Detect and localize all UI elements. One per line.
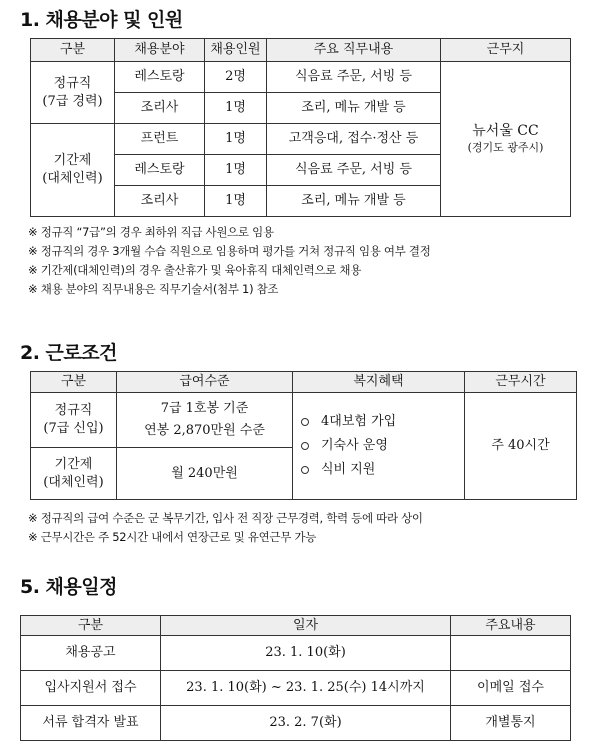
group-temporary bbox=[31, 448, 117, 500]
welfare-text: 4대보험 가입 bbox=[321, 414, 397, 429]
header-content: 주요내용 bbox=[451, 616, 571, 636]
count-cell: 2명 bbox=[205, 62, 267, 93]
field-cell: 레스토랑 bbox=[115, 155, 205, 186]
salary-temporary: 월 240만원 bbox=[117, 448, 293, 500]
note-item: ※ 정규직 “7급”의 경우 최하위 직급 사원으로 임용 bbox=[28, 225, 274, 239]
field-cell: 레스토랑 bbox=[115, 62, 205, 93]
note-item: ※ 근무시간은 주 52시간 내에서 연장근로 및 유연근무 가능 bbox=[28, 530, 317, 544]
header-category: 구분 bbox=[31, 39, 115, 62]
welfare-item bbox=[301, 410, 464, 434]
working-conditions-table bbox=[30, 371, 577, 500]
group-temporary bbox=[31, 124, 115, 217]
count-cell: 1명 bbox=[205, 93, 267, 124]
welfare-text: 기숙사 운영 bbox=[321, 438, 388, 453]
location-sub: (경기도 광주시) bbox=[467, 141, 544, 155]
welfare-list bbox=[293, 410, 464, 482]
field-cell: 프런트 bbox=[115, 124, 205, 155]
welfare-cell bbox=[293, 393, 465, 500]
header-location: 근무지 bbox=[441, 39, 571, 62]
section2-heading: 2. 근로조건 bbox=[20, 342, 117, 364]
group-temporary-line2: (대체인력) bbox=[42, 171, 103, 186]
note-item: ※ 기간제(대체인력)의 경우 출산휴가 및 육아휴직 대체인력으로 채용 bbox=[28, 263, 362, 277]
header-salary: 급여수준 bbox=[117, 372, 293, 393]
group-temporary-line1: 기간제 bbox=[53, 153, 92, 169]
bullet-circle-icon bbox=[301, 418, 309, 426]
schedule-content bbox=[451, 636, 571, 671]
schedule-content: 개별통지 bbox=[451, 706, 571, 741]
note-item: ※ 정규직의 경우 3개월 수습 직원으로 임용하며 평가를 거쳐 정규직 임용 여부 결정 bbox=[28, 244, 431, 258]
group-temporary-line1: 기간제 bbox=[54, 456, 93, 472]
note-item: ※ 채용 분야의 직무내용은 직무기술서(첨부 1) 참조 bbox=[28, 282, 279, 296]
duty-cell: 식음료 주문, 서빙 등 bbox=[267, 62, 441, 93]
header-field: 채용분야 bbox=[115, 39, 205, 62]
schedule-label: 채용공고 bbox=[21, 636, 161, 671]
salary-regular-line2: 연봉 2,870만원 수준 bbox=[144, 423, 265, 438]
location-cell bbox=[441, 62, 571, 217]
schedule-content: 이메일 접수 bbox=[451, 671, 571, 706]
salary-regular bbox=[117, 393, 293, 448]
header-hours: 근무시간 bbox=[465, 372, 577, 393]
group-regular-line1: 정규직 bbox=[53, 75, 92, 91]
field-cell: 조리사 bbox=[115, 93, 205, 124]
bullet-circle-icon bbox=[301, 466, 309, 474]
duty-cell: 식음료 주문, 서빙 등 bbox=[267, 155, 441, 186]
recruitment-table bbox=[30, 38, 571, 217]
group-regular-line2: (7급 신입) bbox=[43, 421, 104, 436]
duty-cell: 고객응대, 접수·정산 등 bbox=[267, 124, 441, 155]
note-item: ※ 정규직의 급여 수준은 군 복무기간, 입사 전 직장 근무경력, 학력 등에 따라 상이 bbox=[28, 511, 423, 525]
group-regular bbox=[31, 393, 117, 448]
section2-notes bbox=[28, 509, 423, 547]
group-temporary-line2: (대체인력) bbox=[43, 474, 104, 490]
header-welfare: 복지혜택 bbox=[293, 372, 465, 393]
count-cell: 1명 bbox=[205, 155, 267, 186]
group-regular-line2: (7급 경력) bbox=[42, 93, 103, 109]
schedule-date: 23. 1. 10(화) bbox=[161, 636, 451, 671]
group-regular-line1: 정규직 bbox=[54, 403, 93, 419]
header-count: 채용인원 bbox=[205, 39, 267, 62]
section5-heading: 5. 채용일정 bbox=[20, 576, 117, 598]
schedule-date: 23. 1. 10(화) ~ 23. 1. 25(수) 14시까지 bbox=[161, 671, 451, 706]
hours-cell: 주 40시간 bbox=[465, 393, 577, 500]
header-category: 구분 bbox=[21, 616, 161, 636]
field-cell: 조리사 bbox=[115, 186, 205, 217]
group-regular bbox=[31, 62, 115, 124]
count-cell: 1명 bbox=[205, 124, 267, 155]
schedule-label: 입사지원서 접수 bbox=[21, 671, 161, 706]
welfare-text: 식비 지원 bbox=[321, 462, 376, 477]
duty-cell: 조리, 메뉴 개발 등 bbox=[267, 93, 441, 124]
duty-cell: 조리, 메뉴 개발 등 bbox=[267, 186, 441, 217]
count-cell: 1명 bbox=[205, 186, 267, 217]
section1-notes bbox=[28, 223, 431, 299]
schedule-table bbox=[20, 615, 571, 741]
salary-regular-line1: 7급 1호봉 기준 bbox=[160, 401, 249, 417]
schedule-date: 23. 2. 7(화) bbox=[161, 706, 451, 741]
header-category: 구분 bbox=[31, 372, 117, 393]
header-duty: 주요 직무내용 bbox=[267, 39, 441, 62]
location-name: 뉴서울 CC bbox=[472, 123, 539, 140]
header-date: 일자 bbox=[161, 616, 451, 636]
welfare-item bbox=[301, 434, 464, 458]
bullet-circle-icon bbox=[301, 442, 309, 450]
section1-heading: 1. 채용분야 및 인원 bbox=[20, 9, 183, 31]
welfare-item bbox=[301, 458, 464, 482]
schedule-label: 서류 합격자 발표 bbox=[21, 706, 161, 741]
